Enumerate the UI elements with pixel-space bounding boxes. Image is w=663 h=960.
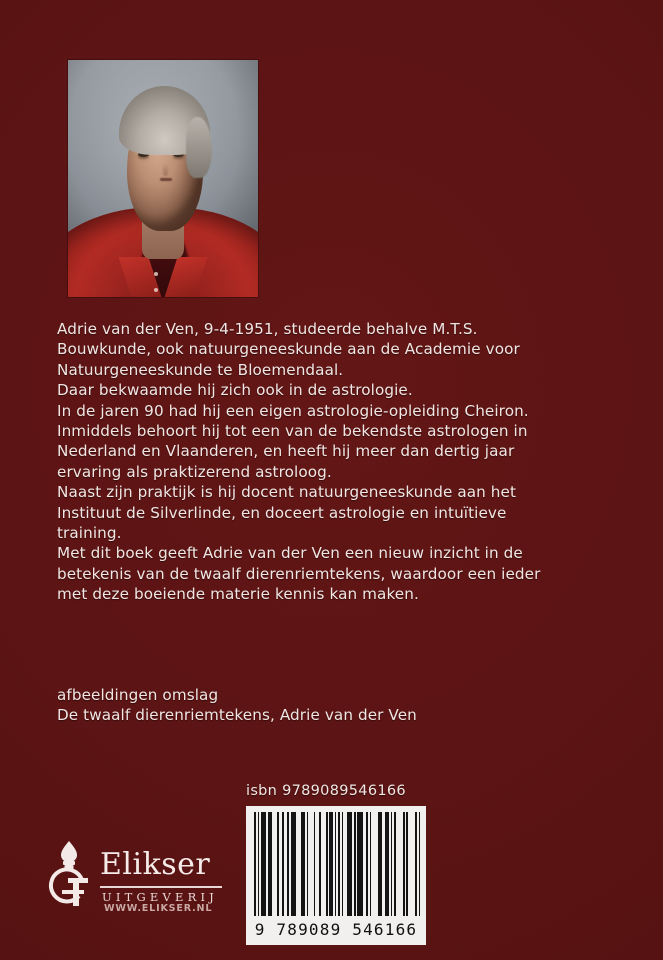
bio-line: Inmiddels behoort hij tot een van de bekendste astrologen in — [57, 422, 528, 441]
logo-divider — [100, 886, 222, 888]
author-biography — [57, 319, 617, 605]
bio-line: Daar bekwaamde hij zich ook in de astrologie. — [57, 381, 413, 400]
bio-line: ervaring als praktizerend astroloog. — [57, 462, 332, 481]
photo-shirt-button — [154, 288, 158, 292]
author-photo — [68, 60, 258, 297]
barcode-digits: 9 789089 546166 — [254, 920, 418, 939]
photo-nose — [163, 163, 168, 176]
photo-shirt-button — [154, 272, 158, 276]
publisher-name: Elikser — [100, 847, 211, 882]
bio-line: Natuurgeneeskunde te Bloemendaal. — [57, 360, 344, 379]
publisher-logo — [38, 836, 228, 932]
publisher-url: WWW.ELIKSER.NL — [104, 903, 213, 914]
barcode-bars — [254, 812, 420, 916]
elikser-monogram-icon — [38, 838, 100, 910]
bio-line: met deze boeiende materie kennis kan maken. — [57, 585, 419, 604]
bio-line: Adrie van der Ven, 9-4-1951, studeerde behalve M.T.S. — [57, 320, 478, 338]
photo-mouth — [160, 178, 171, 181]
bio-line: Naast zijn praktijk is hij docent natuurgeneeskunde aan het — [57, 483, 517, 502]
credits-line: De twaalf dierenriemtekens, Adrie van der Ven — [57, 706, 417, 725]
credits-line: afbeeldingen omslag — [57, 686, 219, 704]
bio-line: Met dit boek geeft Adrie van der Ven een nieuw inzicht in de — [57, 544, 523, 563]
bio-line: In de jaren 90 had hij een eigen astrologie-opleiding Cheiron. — [57, 401, 529, 420]
bio-line: Bouwkunde, ook natuurgeneeskunde aan de Academie voor — [57, 340, 520, 359]
author-photo-image — [68, 60, 258, 297]
isbn-label: isbn 9789089546166 — [246, 783, 406, 799]
cover-credits — [57, 685, 577, 726]
bio-line: Nederland en Vlaanderen, en heeft hij meer dan dertig jaar — [57, 442, 515, 461]
bio-line: betekenis van de twaalf dierenriemtekens, waardoor een ieder — [57, 564, 541, 583]
isbn-barcode — [246, 806, 426, 945]
bio-line: Instituut de Silverlinde, en doceert astrologie en intuïtieve — [57, 503, 507, 522]
publisher-subtitle: UITGEVERIJ — [102, 890, 218, 904]
bio-line: training. — [57, 524, 122, 543]
